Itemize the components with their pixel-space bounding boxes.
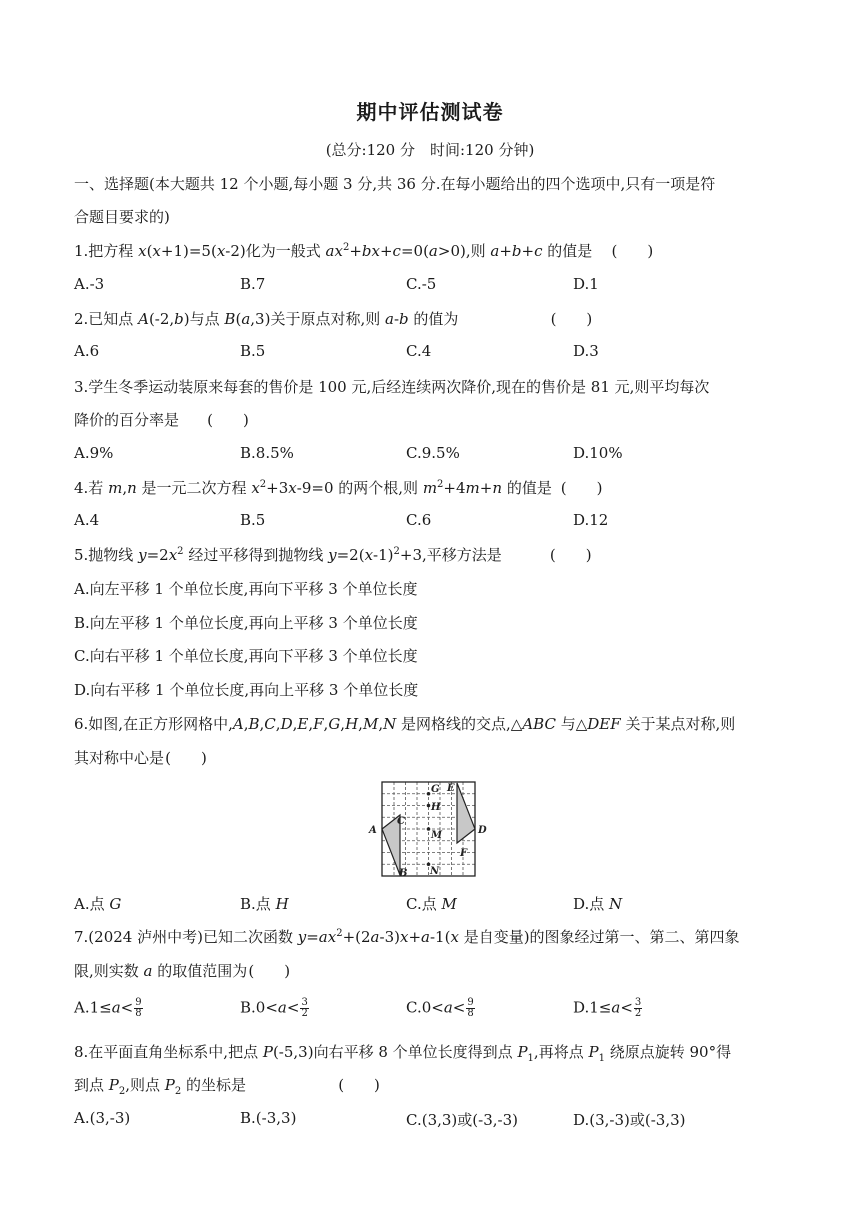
answer-blank: ( ): [338, 1076, 380, 1094]
option-d: D.12: [573, 511, 609, 529]
question-5-option-b: B.向左平移 1 个单位长度,再向上平移 3 个单位长度: [74, 614, 418, 632]
option-a: A.点 G: [74, 895, 122, 913]
question-5: 5.抛物线 $y=2x^2$ 经过平移得到抛物线 $y=2(x-1)^2+3$,平移方法是 ( ): [74, 545, 596, 565]
section-instructions-line2: 合题目要求的): [74, 208, 170, 226]
question-3-line2: 降价的百分率是 ( ): [74, 410, 253, 430]
option-d: D.3: [573, 342, 599, 360]
option-d: D.1≤a< $\frac{3}{2}$: [573, 997, 642, 1019]
question-5-option-c: C.向右平移 1 个单位长度,再向下平移 3 个单位长度: [74, 647, 418, 665]
option-b: B.0<a< $\frac{3}{2}$: [240, 997, 308, 1019]
question-5-option-a: A.向左平移 1 个单位长度,再向下平移 3 个单位长度: [74, 580, 418, 598]
question-7-line1: 7.(2024 泸州中考)已知二次函数 $y=ax^2+(2a-3)x+a-1(x$ 是自变量)的图象经过第一、第二、第四象: [74, 928, 740, 946]
answer-blank: ( ): [611, 242, 654, 260]
option-c: C.(3,3)或(-3,-3): [406, 1111, 518, 1129]
option-c: C.点 M: [406, 895, 457, 913]
question-6-line1: 6.如图,在正方形网格中,A,B,C,D,E,F,G,H,M,N 是网格线的交点,△ABC 与△DEF 关于某点对称,则: [74, 715, 736, 733]
answer-blank: ( ): [550, 310, 593, 328]
triangle-def: [457, 783, 475, 843]
option-c: C.4: [406, 342, 432, 360]
question-5-option-d: D.向右平移 1 个单位长度,再向上平移 3 个单位长度: [74, 681, 419, 699]
option-a: A.9%: [74, 444, 114, 462]
option-b: B.(-3,3): [240, 1109, 297, 1127]
answer-blank: ( ): [248, 962, 291, 980]
option-b: B.5: [240, 342, 266, 360]
option-a: A.-3: [74, 275, 105, 293]
option-a: A.(3,-3): [74, 1109, 131, 1127]
option-a: A.1≤a< $\frac{9}{8}$: [74, 997, 142, 1019]
page-title: 期中评估测试卷: [356, 100, 504, 124]
label-b: B: [399, 868, 408, 879]
question-8-line1: 8.在平面直角坐标系中,把点 P(-5,3)向右平移 8 个单位长度得到点 $P_1$,再将点 $P_1$ 绕原点旋转 90°得: [74, 1043, 732, 1064]
answer-blank: ( ): [207, 411, 249, 429]
option-b: B.7: [240, 275, 266, 293]
option-b: B.点 H: [240, 895, 289, 913]
option-a: A.6: [74, 342, 100, 360]
label-a: A: [369, 825, 377, 836]
section-instructions-line1: 一、选择题(本大题共 12 个小题,每小题 3 分,共 36 分.在每小题给出的四个选项中,只有一项是符: [74, 175, 716, 193]
question-3-line1: 3.学生冬季运动装原来每套的售价是 100 元,后经连续两次降价,现在的售价是 81 元,则平均每次: [74, 378, 710, 396]
question-1-options: [74, 275, 774, 297]
question-6-line2: 其对称中心是( ): [74, 749, 207, 767]
option-d: D.(3,-3)或(-3,3): [573, 1111, 686, 1129]
option-c: C.9.5%: [406, 444, 460, 462]
label-d: D: [478, 825, 487, 836]
question-4-options: [74, 511, 774, 533]
label-f: F: [460, 848, 468, 859]
label-n: N: [430, 866, 440, 877]
option-c: C.6: [406, 511, 432, 529]
question-2-options: [74, 342, 774, 364]
label-h: H: [431, 802, 441, 813]
answer-blank: ( ): [549, 546, 592, 564]
option-c: C.-5: [406, 275, 437, 293]
question-8-line2: 到点 $P_2$,则点 $P_2$ 的坐标是 ( ): [74, 1075, 384, 1095]
option-d: D.1: [573, 275, 599, 293]
question-7-options: [74, 998, 774, 1028]
question-1: 1.把方程 x(x+1)=5(x-2)化为一般式 $ax^2+bx+c=0(a>0)$,则 a+b+c 的值是 ( ): [74, 241, 657, 261]
option-b: B.5: [240, 511, 266, 529]
answer-blank: ( ): [560, 479, 603, 497]
label-g: G: [431, 784, 440, 795]
grid-figure: [366, 778, 492, 880]
option-b: B.8.5%: [240, 444, 294, 462]
question-8-options: [74, 1109, 774, 1131]
question-3-options: [74, 444, 774, 466]
option-c: C.0<a< $\frac{9}{8}$: [406, 997, 474, 1019]
question-2: 2.已知点 A(-2,b)与点 B(a,3)关于原点对称,则 a-b 的值为 ( ): [74, 309, 596, 329]
exam-subtitle: (总分:120 分 时间:120 分钟): [325, 141, 535, 159]
question-4: 4.若 m,n 是一元二次方程 $x^2+3x-9=0$ 的两个根,则 $m^2+4m+n$ 的值是 ( ): [74, 478, 607, 498]
question-7-line2: 限,则实数 a 的取值范围为( ): [74, 962, 291, 980]
option-d: D.点 N: [573, 895, 623, 913]
label-m: M: [431, 830, 443, 841]
option-a: A.4: [74, 511, 100, 529]
label-c: C: [397, 816, 405, 827]
question-6-options: [74, 893, 774, 915]
label-e: E: [447, 783, 455, 794]
answer-blank: ( ): [165, 749, 207, 767]
option-d: D.10%: [573, 444, 623, 462]
